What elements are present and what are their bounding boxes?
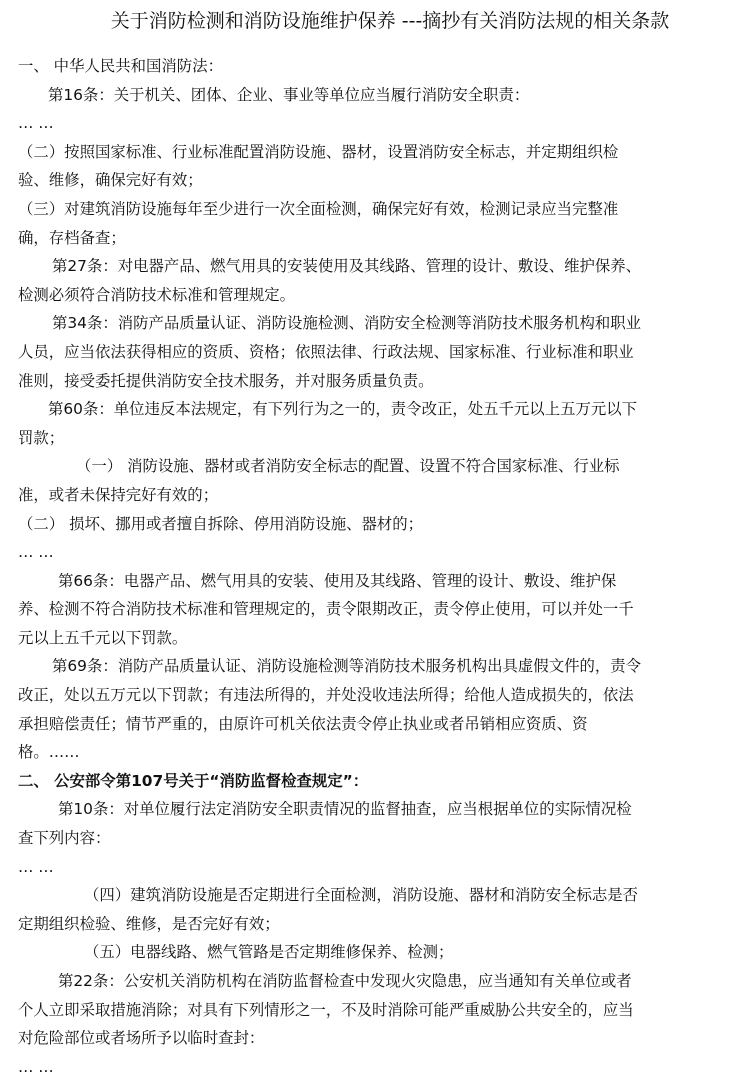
item-3-line-1: （三）对建筑消防设施每年至少进行一次全面检测，确保完好有效，检测记录应当完整准 <box>18 199 619 218</box>
ellipsis: … … <box>18 1057 54 1076</box>
item-2-line-2: 验、维修，确保完好有效； <box>18 171 203 190</box>
article-34-line-2: 人员，应当依法获得相应的资质、资格；依照法律、行政法规、国家标准、行业标准和职业 <box>18 342 634 361</box>
article-22-line-2: 个人立即采取措施消除；对具有下列情形之一，不及时消除可能严重威胁公共安全的，应当 <box>18 1000 634 1019</box>
section-heading-order-107: 二、 公安部令第107号关于“消防监督检查规定”： <box>18 771 369 790</box>
article-22-line-3: 对危险部位或者场所予以临时查封： <box>18 1029 265 1048</box>
article-27-line-1: 第27条：对电器产品、燃气用具的安装使用及其线路、管理的设计、敷设、维护保养、 <box>52 257 642 276</box>
item-2-line-1: （二）按照国家标准、行业标准配置消防设施、器材，设置消防安全标志，并定期组织检 <box>18 142 619 161</box>
ellipsis: … … <box>18 543 54 562</box>
article-10-item-4-line-1: （四）建筑消防设施是否定期进行全面检测，消防设施、器材和消防安全标志是否 <box>84 886 639 905</box>
ellipsis: … … <box>18 114 54 133</box>
article-66-line-3: 元以上五千元以下罚款。 <box>18 628 188 647</box>
article-34-line-1: 第34条：消防产品质量认证、消防设施检测、消防安全检测等消防技术服务机构和职业 <box>52 314 642 333</box>
article-16: 第16条：关于机关、团体、企业、事业等单位应当履行消防安全职责： <box>48 85 530 104</box>
article-60-item-2: （二） 损坏、挪用或者擅自拆除、停用消防设施、器材的； <box>18 514 424 533</box>
article-60-line-1: 第60条：单位违反本法规定，有下列行为之一的，责令改正，处五千元以上五万元以下 <box>48 400 638 419</box>
article-69-line-1: 第69条：消防产品质量认证、消防设施检测等消防技术服务机构出具虚假文件的，责令 <box>52 657 642 676</box>
article-60-item-1-line-2: 准，或者未保持完好有效的； <box>18 485 219 504</box>
article-60-item-1-line-1: （一） 消防设施、器材或者消防安全标志的配置、设置不符合国家标准、行业标 <box>76 457 620 476</box>
ellipsis: … … <box>18 857 54 876</box>
article-10-line-1: 第10条：对单位履行法定消防安全职责情况的监督抽查，应当根据单位的实际情况检 <box>58 800 632 819</box>
article-69-line-3: 承担赔偿责任；情节严重的，由原许可机关依法责令停止执业或者吊销相应资质、资 <box>18 714 588 733</box>
document-title: 关于消防检测和消防设施维护保养 ---摘抄有关消防法规的相关条款 <box>110 10 670 32</box>
article-10-item-4-line-2: 定期组织检验、维修，是否完好有效； <box>18 914 280 933</box>
section-heading-fire-law: 一、 中华人民共和国消防法： <box>18 57 223 75</box>
article-60-line-2: 罚款； <box>18 428 65 447</box>
article-27-line-2: 检测必须符合消防技术标准和管理规定。 <box>18 285 296 304</box>
article-22-line-1: 第22条：公安机关消防机构在消防监督检查中发现火灾隐患，应当通知有关单位或者 <box>58 972 632 990</box>
article-69-line-2: 改正，处以五万元以下罚款；有违法所得的，并处没收违法所得；给他人造成损失的，依法 <box>18 686 634 705</box>
item-3-line-2: 确，存档备查； <box>18 228 126 247</box>
article-66-line-1: 第66条：电器产品、燃气用具的安装、使用及其线路、管理的设计、敷设、维护保 <box>58 571 617 590</box>
article-10-item-5: （五）电器线路、燃气管路是否定期维修保养、检测； <box>84 943 454 962</box>
article-69-line-4: 格。…… <box>18 743 80 762</box>
article-66-line-2: 养、检测不符合消防技术标准和管理规定的，责令限期改正，责令停止使用，可以并处一千 <box>18 600 634 619</box>
article-34-line-3: 准则，接受委托提供消防安全技术服务，并对服务质量负责。 <box>18 371 434 390</box>
article-10-line-2: 查下列内容： <box>18 829 111 848</box>
